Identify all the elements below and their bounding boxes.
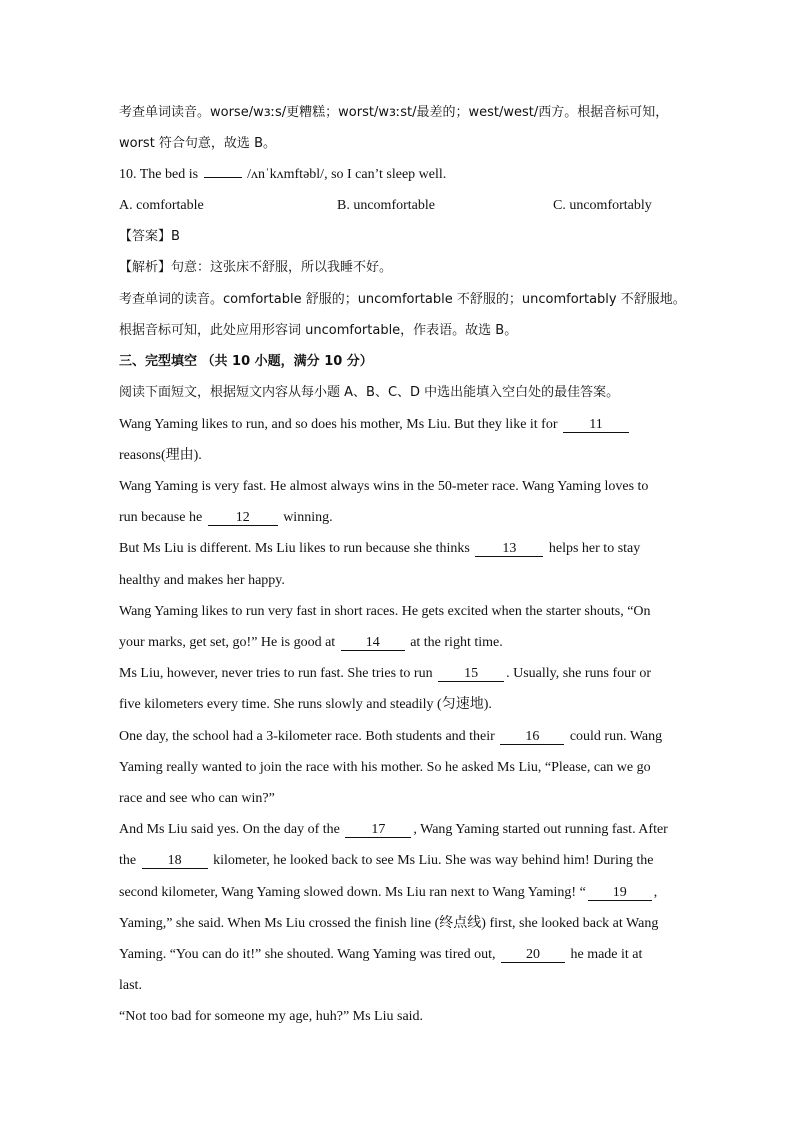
blank-15: 15: [438, 666, 504, 682]
passage-line: [119, 821, 668, 839]
question-10-stem-end: /ʌnˈkʌmftəbl/, so I can’t sleep well.: [243, 167, 447, 182]
passage-line: [119, 634, 503, 652]
passage-text: One day, the school had a 3-kilometer race. Both students and their: [119, 729, 499, 744]
passage-line: five kilometers every time. She runs slowly and steadily (匀速地).: [119, 697, 492, 712]
passage-line: [119, 416, 631, 434]
blank-17: 17: [345, 822, 411, 838]
passage-line: [119, 540, 640, 558]
passage-text: Yaming. “You can do it!” she shouted. Wang Yaming was tired out,: [119, 947, 499, 962]
passage-text: And Ms Liu said yes. On the day of the: [119, 822, 344, 837]
analysis-9-line-2: worst 符合句意，故选 B。: [119, 136, 276, 151]
passage-text: run because he: [119, 510, 206, 525]
passage-line: Yaming,” she said. When Ms Liu crossed the finish line (终点线) first, she looked back at Wang: [119, 916, 659, 931]
question-10-option-a: A. comfortable: [119, 198, 204, 213]
question-10-answer: 【答案】B: [119, 229, 180, 244]
blank-20: 20: [501, 947, 565, 963]
section-3-heading: 三、完型填空 （共 10 小题，满分 10 分）: [119, 354, 373, 369]
passage-line: [119, 852, 653, 870]
passage-text: he made it at: [566, 947, 643, 962]
passage-line: [119, 946, 642, 964]
blank-12: 12: [208, 510, 278, 526]
section-3-instruction: 阅读下面短文，根据短文内容从每小题 A、B、C、D 中选出能填入空白处的最佳答案。: [119, 385, 620, 400]
passage-line: [119, 884, 657, 902]
blank-13: 13: [475, 541, 543, 557]
passage-line: healthy and makes her happy.: [119, 573, 285, 588]
passage-line: Wang Yaming is very fast. He almost always wins in the 50-meter race. Wang Yaming loves to: [119, 479, 649, 494]
question-10-analysis-line-2: 考查单词的读音。comfortable 舒服的；uncomfortable 不舒服的；uncomfortably 不舒服地。: [119, 292, 686, 307]
passage-text: Ms Liu, however, never tries to run fast. She tries to run: [119, 666, 437, 681]
question-10-analysis-line-1: 【解析】句意：这张床不舒服，所以我睡不好。: [119, 260, 393, 275]
passage-text: winning.: [279, 510, 333, 525]
blank-16: 16: [500, 729, 564, 745]
passage-line: reasons(理由).: [119, 448, 202, 463]
passage-text: But Ms Liu is different. Ms Liu likes to run because she thinks: [119, 541, 474, 556]
blank-11: 11: [563, 417, 629, 433]
question-10-analysis-line-3: 根据音标可知，此处应用形容词 uncomfortable，作表语。故选 B。: [119, 323, 518, 338]
passage-text: . Usually, she runs four or: [506, 666, 651, 681]
passage-text: kilometer, he looked back to see Ms Liu. She was way behind him! During the: [209, 853, 654, 868]
passage-text: at the right time.: [406, 635, 503, 650]
passage-text: your marks, get set, go!” He is good at: [119, 635, 339, 650]
passage-text: , Wang Yaming started out running fast. After: [413, 822, 668, 837]
blank-14: 14: [341, 635, 405, 651]
passage-line: [119, 728, 662, 746]
passage-text: Wang Yaming likes to run, and so does his mother, Ms Liu. But they like it for: [119, 417, 562, 432]
question-10-option-b: B. uncomfortable: [337, 198, 435, 213]
question-10-option-c: C. uncomfortably: [553, 198, 652, 213]
passage-text: second kilometer, Wang Yaming slowed down. Ms Liu ran next to Wang Yaming! “: [119, 885, 586, 900]
passage-line: Yaming really wanted to join the race with his mother. So he asked Ms Liu, “Please, can we go: [119, 760, 651, 775]
question-10-stem-start: 10. The bed is: [119, 167, 202, 182]
passage-line: last.: [119, 978, 142, 993]
analysis-9-line-1: 考查单词读音。worse/wɜːs/更糟糕；worst/wɜːst/最差的；west/west/西方。根据音标可知，: [119, 105, 669, 120]
passage-line: [119, 509, 333, 527]
passage-text: helps her to stay: [545, 541, 641, 556]
passage-line: “Not too bad for someone my age, huh?” Ms Liu said.: [119, 1009, 424, 1024]
question-10-stem: [119, 166, 446, 184]
passage-text: ,: [653, 885, 658, 900]
passage-line: race and see who can win?”: [119, 791, 275, 806]
passage-line: Wang Yaming likes to run very fast in short races. He gets excited when the starter shouts, “On: [119, 604, 651, 619]
question-10-blank: [204, 177, 242, 178]
blank-18: 18: [142, 853, 208, 869]
passage-text: could run. Wang: [566, 729, 663, 744]
passage-line: [119, 665, 651, 683]
blank-19: 19: [588, 885, 652, 901]
passage-text: the: [119, 853, 140, 868]
